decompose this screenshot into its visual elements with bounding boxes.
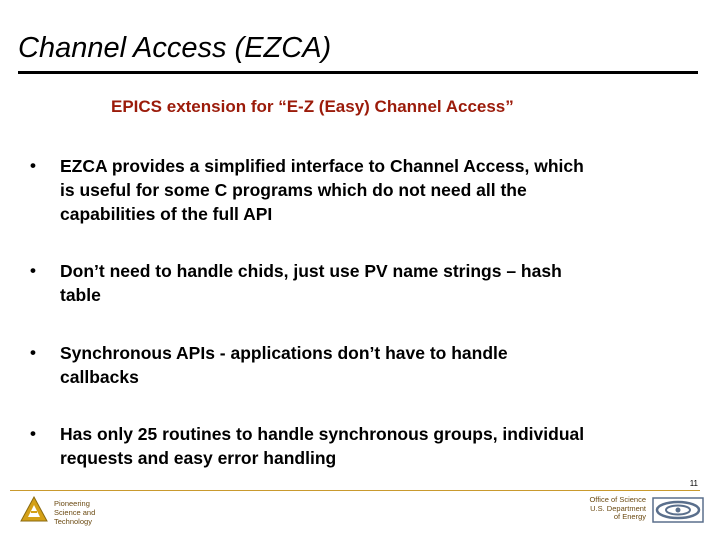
footer-right-line: U.S. Department <box>590 503 646 513</box>
footer-left-line: Science and <box>54 508 96 517</box>
bullet-dot: • <box>30 424 36 443</box>
title-underline <box>18 71 698 74</box>
bullet-text <box>60 422 690 470</box>
bullet-line: Has only 25 routines to handle synchronous groups, individual <box>60 424 585 444</box>
bullet-dot: • <box>30 261 36 280</box>
doe-logo-icon <box>652 497 704 523</box>
bullet-dot: • <box>30 343 36 362</box>
footer-left-line: Pioneering <box>54 499 90 508</box>
bullet-line: is useful for some C programs which do not need all the <box>60 180 527 200</box>
footer-right-line: of Energy <box>613 512 646 521</box>
bullet-line: table <box>60 285 101 305</box>
argonne-logo-icon <box>20 496 48 522</box>
bullet-text <box>60 154 690 226</box>
bullet-dot: • <box>30 156 36 175</box>
bullet-text <box>60 341 690 389</box>
page-number: 11 <box>689 479 698 488</box>
bullet-line: requests and easy error handling <box>60 448 337 468</box>
footer-left-line: Technology <box>54 517 92 526</box>
bullet-line: Synchronous APIs - applications don’t have to handle <box>60 343 508 363</box>
bullet-line: Don’t need to handle chids, just use PV name strings – hash <box>60 261 562 281</box>
slide-subtitle: EPICS extension for “E-Z (Easy) Channel Access” <box>111 97 514 116</box>
footer-right-line: Office of Science <box>589 495 646 504</box>
bullet-text <box>60 259 690 307</box>
bullet-line: callbacks <box>60 367 139 387</box>
slide-title: Channel Access (EZCA) <box>18 32 332 64</box>
bullet-line: capabilities of the full API <box>60 204 273 224</box>
bullet-line: EZCA provides a simplified interface to Channel Access, which <box>60 156 584 176</box>
footer-divider <box>10 490 700 491</box>
footer-left-text <box>54 499 95 526</box>
footer-right-text <box>589 496 646 522</box>
